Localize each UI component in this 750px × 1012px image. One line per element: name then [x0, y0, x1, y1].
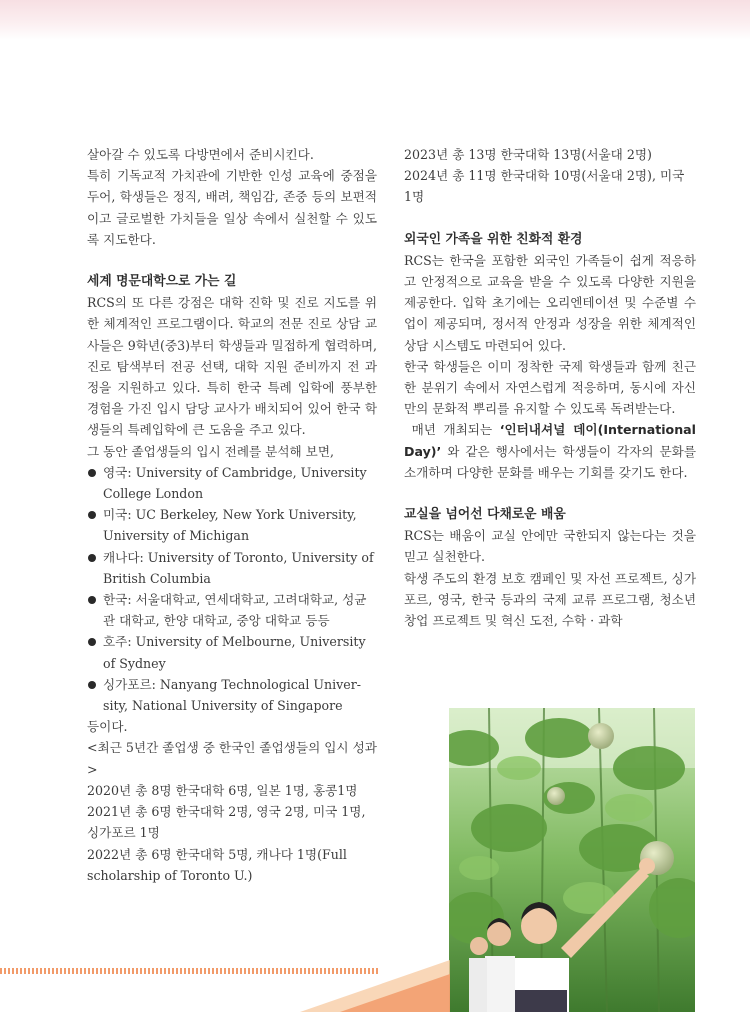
- analysis-intro: 그 동안 졸업생들의 입시 전례를 분석해 보면,: [87, 443, 335, 459]
- section-heading-beyond-classroom: 교실을 넘어선 다채로운 배움: [404, 507, 566, 523]
- bullet-australia: 호주: University of Melbourne, University of Sydney: [87, 631, 377, 673]
- beyond-classroom-paragraph: RCS는 배움이 교실 안에만 국한되지 않는다는 것을 믿고 실천한다.: [404, 528, 696, 565]
- top-pink-band: [0, 0, 750, 40]
- adaptation-paragraph: 한국 학생들은 이미 정착한 국제 학생들과 함께 친근한 분위기 속에서 자연스럽게 적응하며, 동시에 자신만의 문화적 뿌리를 유지할 수 있도록 독려받는다.: [404, 358, 696, 417]
- left-column: [87, 144, 377, 886]
- bullet-uk: 영국: University of Cambridge, University College London: [87, 462, 377, 504]
- bullet-korea: 한국: 서울대학교, 연세대학교, 고려대학교, 성균관 대학교, 한양 대학교, 중앙 대학교 등등: [87, 589, 377, 631]
- stats-2020: 2020년 총 8명 한국대학 6명, 일본 1명, 홍콩1명: [87, 782, 358, 798]
- bullet-singapore: 싱가포르: Nanyang Technological Univer-sity, National University of Singapore: [87, 674, 377, 716]
- activities-paragraph: 학생 주도의 환경 보호 캠페인 및 자선 프로젝트, 싱가포르, 영국, 한국 등과의 국제 교류 프로그램, 청소년 창업 프로젝트 및 혁신 도전, 수학 · 과학: [404, 570, 696, 629]
- international-day-paragraph: [404, 419, 696, 483]
- stats-2022: 2022년 총 6명 한국대학 5명, 캐나다 1명(Full scholarship of Toronto U.): [87, 846, 347, 883]
- stats-2024: 2024년 총 11명 한국대학 10명(서울대 2명), 미국 1명: [404, 168, 685, 205]
- international-day-event: ‘인터내셔널 데이(International Day)’: [404, 422, 696, 459]
- section-heading-foreign-families: 외국인 가족을 위한 친화적 환경: [404, 231, 583, 247]
- international-day-post: 와 같은 행사에서는 학생들이 각자의 문화를 소개하며 다양한 문화를 배우는 기회를 갖기도 한다.: [404, 443, 696, 480]
- support-paragraph: RCS는 한국을 포함한 외국인 가족들이 쉽게 적응하고 안정적으로 교육을 받을 수 있도록 다양한 지원을 제공한다. 입학 초기에는 오리엔테이션 및 수준별 수업이 제공되며, 정서적 안정과 성장을 위한 체계적인 상담 시스템도 마련되어 있다.: [404, 252, 696, 353]
- bullet-us: 미국: UC Berkeley, New York University, University of Michigan: [87, 504, 377, 546]
- section-heading-universities: 세계 명문대학으로 가는 길: [87, 274, 237, 290]
- right-column: [404, 144, 696, 631]
- stats-title: <최근 5년간 졸업생 중 한국인 졸업생들의 입시 성과>: [87, 740, 377, 777]
- decorative-corner-shape: [300, 960, 450, 1012]
- stats-2023: 2023년 총 13명 한국대학 13명(서울대 2명): [404, 147, 652, 162]
- intro-paragraph: 특히 기독교적 가치관에 기반한 인성 교육에 중점을 두어, 학생들은 정직, 배려, 책임감, 존중 등의 보편적이고 글로벌한 가치들을 일상 속에서 실천할 수 있도록 지도한다.: [87, 168, 377, 247]
- intro-line: 살아갈 수 있도록 다방면에서 준비시킨다.: [87, 147, 314, 162]
- list-closing: 등이다.: [87, 719, 128, 735]
- greenhouse-photo: [449, 708, 695, 1012]
- bullet-canada: 캐나다: University of Toronto, University of British Columbia: [87, 547, 377, 589]
- stats-2021: 2021년 총 6명 한국대학 2명, 영국 2명, 미국 1명, 싱가포르 1명: [87, 804, 366, 841]
- international-day-pre: 매년 개최되는: [411, 422, 500, 438]
- career-guidance-paragraph: RCS의 또 다른 강점은 대학 진학 및 진로 지도를 위한 체계적인 프로그램이다. 학교의 전문 진로 상담 교사들은 9학년(중3)부터 학생들과 밀접하게 협력하며, 진로 탐색부터 전공 선택, 대학 지원 준비까지 전 과정을 지원하고 있다. 특히 한국 특례 입학에 풍부한 경험을 가진 입시 담당 교사가 배치되어 있어 한국 학생들의 특례입학에 큰 도움을 주고 있다.: [87, 295, 377, 438]
